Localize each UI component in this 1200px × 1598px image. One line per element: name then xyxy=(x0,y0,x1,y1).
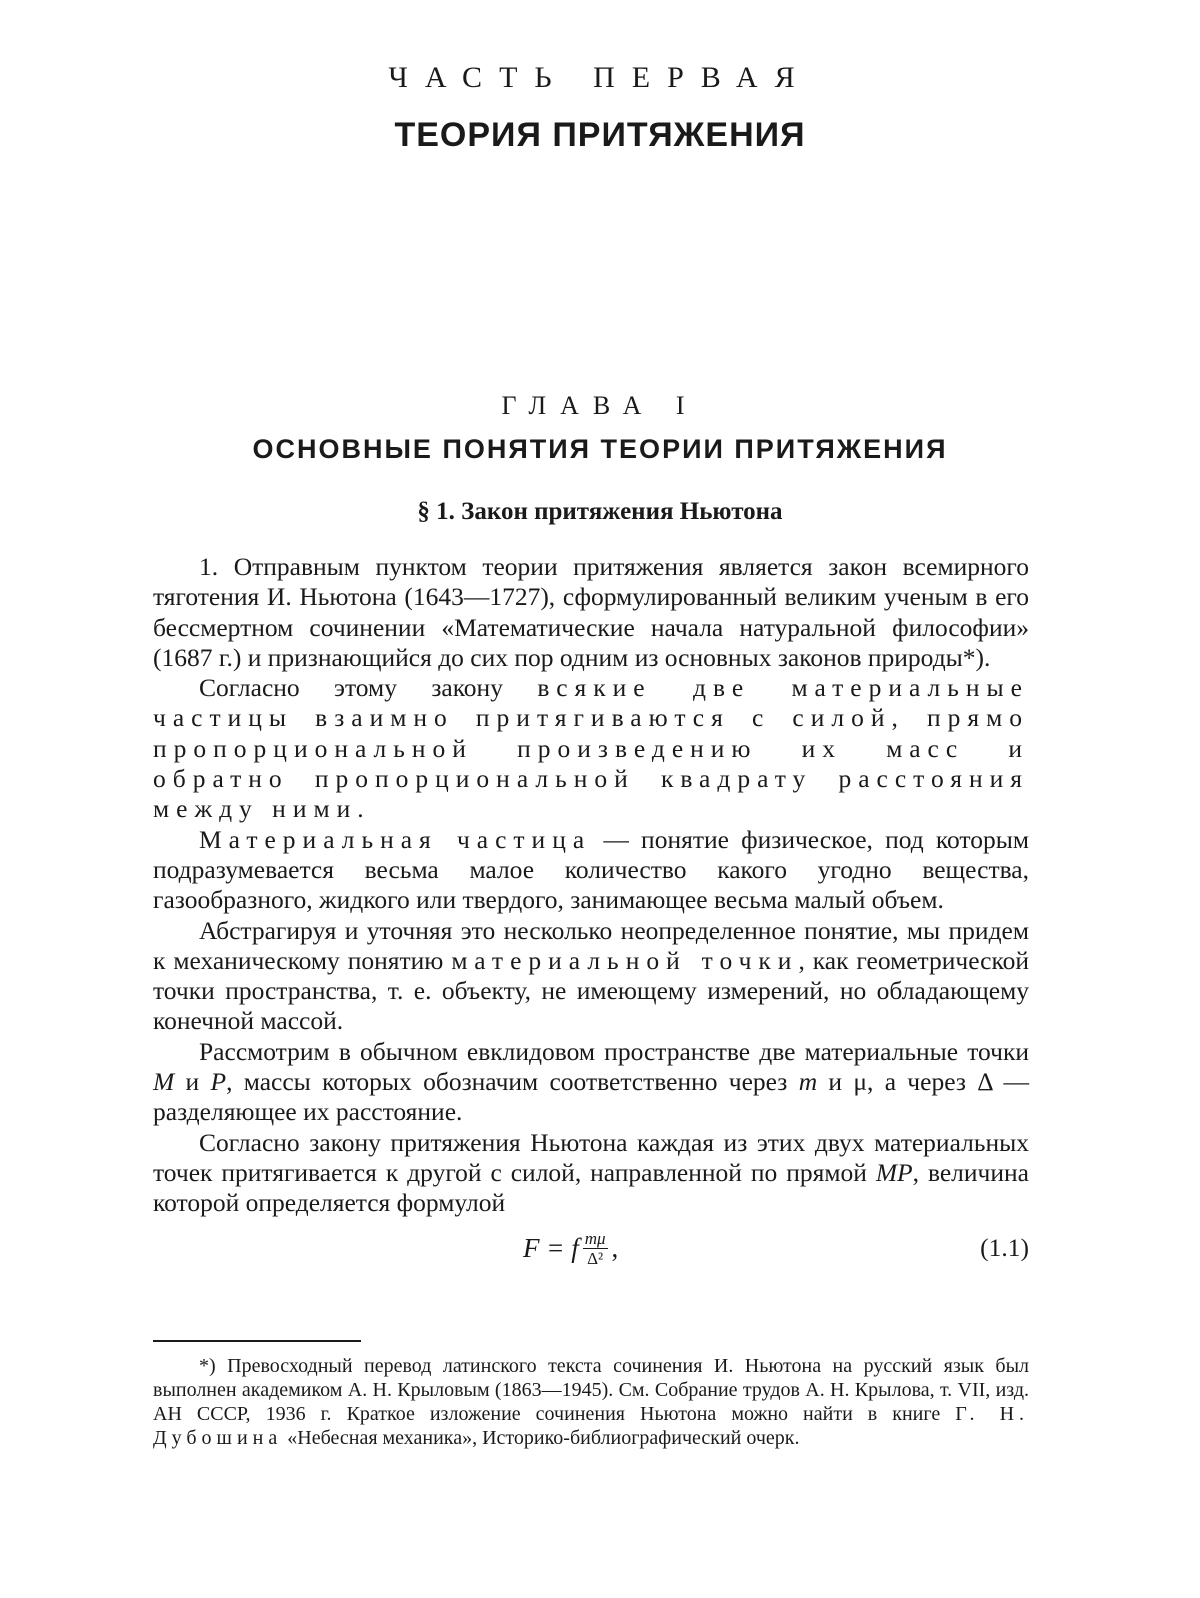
paragraph-6 xyxy=(153,1128,1029,1219)
paragraph-2-lead: Согласно этому закону xyxy=(199,673,538,703)
paragraph-3-text: — понятие физическое, под которым подразумевается весьма малое количество какого угодно вещества, газообразного, жидкого или твердого, занимающее весьма малый объем. xyxy=(153,824,1030,915)
paragraph-6-part-b: , величина которой определяется формулой xyxy=(153,1157,1029,1218)
paragraph-2 xyxy=(153,673,1029,824)
part-title: ТЕОРИЯ ПРИТЯЖЕНИЯ xyxy=(394,116,806,154)
paragraph-5 xyxy=(153,1037,1029,1128)
body-text xyxy=(153,552,1029,1275)
footnote-author: Г. Н. Дубошина xyxy=(153,1403,1030,1449)
paragraph-5-part-d: и μ, а через Δ — разделяющее их расстояние. xyxy=(153,1067,1029,1127)
part-label: ЧАСТЬ ПЕРВАЯ xyxy=(388,61,812,94)
symbol-MP: MP xyxy=(875,1157,913,1187)
paragraph-6-part-a: Согласно закону притяжения Ньютона каждая из этих двух материальных точек притягивается к другой с силой, направленной по прямой xyxy=(153,1127,1029,1187)
paragraph-1 xyxy=(153,552,1029,673)
footnote-paragraph xyxy=(153,1354,1029,1450)
formula-fraction xyxy=(583,1229,608,1268)
paragraph-5-part-c: , массы которых обозначим соответственно через xyxy=(226,1067,799,1097)
formula-numerator: mμ xyxy=(584,1228,606,1248)
footnote-divider xyxy=(153,1340,361,1342)
footnote xyxy=(153,1354,1029,1450)
formula-newton-law xyxy=(523,1229,618,1268)
equation-number: (1.1) xyxy=(980,1232,1029,1262)
section-title: § 1. Закон притяжения Ньютона xyxy=(417,498,783,525)
term-material-point: материальной точки xyxy=(451,945,799,975)
symbol-M: M xyxy=(153,1067,175,1097)
paragraph-4-lead: Абстрагируя и уточняя это несколько неопределенное понятие, мы придем к механическому понятию xyxy=(153,915,1029,975)
symbol-m: m xyxy=(798,1067,818,1097)
chapter-label: ГЛАВА I xyxy=(501,391,699,420)
newton-law-statement: всякие две материальные частицы взаимно притягиваются с силой, прямо пропорциональной произведению их масс и обратно пропорциональной квадрату расстояния между ними. xyxy=(153,673,1029,824)
paragraph-5-part-a: Рассмотрим в обычном евклидовом пространстве две материальные точки xyxy=(199,1036,1029,1066)
footnote-text-a: *) Превосходный перевод латинского текста сочинения И. Ньютона на русский язык был выполнен академиком А. Н. Крыловым (1863—1945). См. Собрание трудов А. Н. Крылова, т. VII, изд. АН СССР, 1936 г. Краткое изложение сочинения Ньютона можно найти в книге xyxy=(153,1355,1029,1425)
term-material-particle: Материальная частица xyxy=(199,824,592,854)
formula-lhs: F = f xyxy=(523,1232,579,1263)
paragraph-4 xyxy=(153,916,1029,1037)
symbol-P: P xyxy=(210,1067,227,1097)
paragraph-4-text: , как геометрической точки пространства, т. е. объекту, не имеющему измерений, но обладающему конечной массой. xyxy=(153,945,1029,1036)
chapter-title: ОСНОВНЫЕ ПОНЯТИЯ ТЕОРИИ ПРИТЯЖЕНИЯ xyxy=(252,434,948,464)
paragraph-1-text: 1. Отправным пунктом теории притяжения является закон всемирного тяготения И. Ньютона (1643—1727), сформулированный великим ученым в его бессмертном сочинении «Математические начала натуральной философии» (1687 г.) и признающийся до сих пор одним из основных законов природы*). xyxy=(153,552,1029,672)
formula-denominator: Δ² xyxy=(587,1248,604,1268)
formula-line xyxy=(153,1221,1029,1275)
footnote-text-b: «Небесная механика», Историко-библиографический очерк. xyxy=(282,1427,800,1449)
paragraph-5-part-b: и xyxy=(174,1067,211,1097)
formula-trailing: , xyxy=(611,1232,619,1263)
paragraph-3 xyxy=(153,825,1029,916)
